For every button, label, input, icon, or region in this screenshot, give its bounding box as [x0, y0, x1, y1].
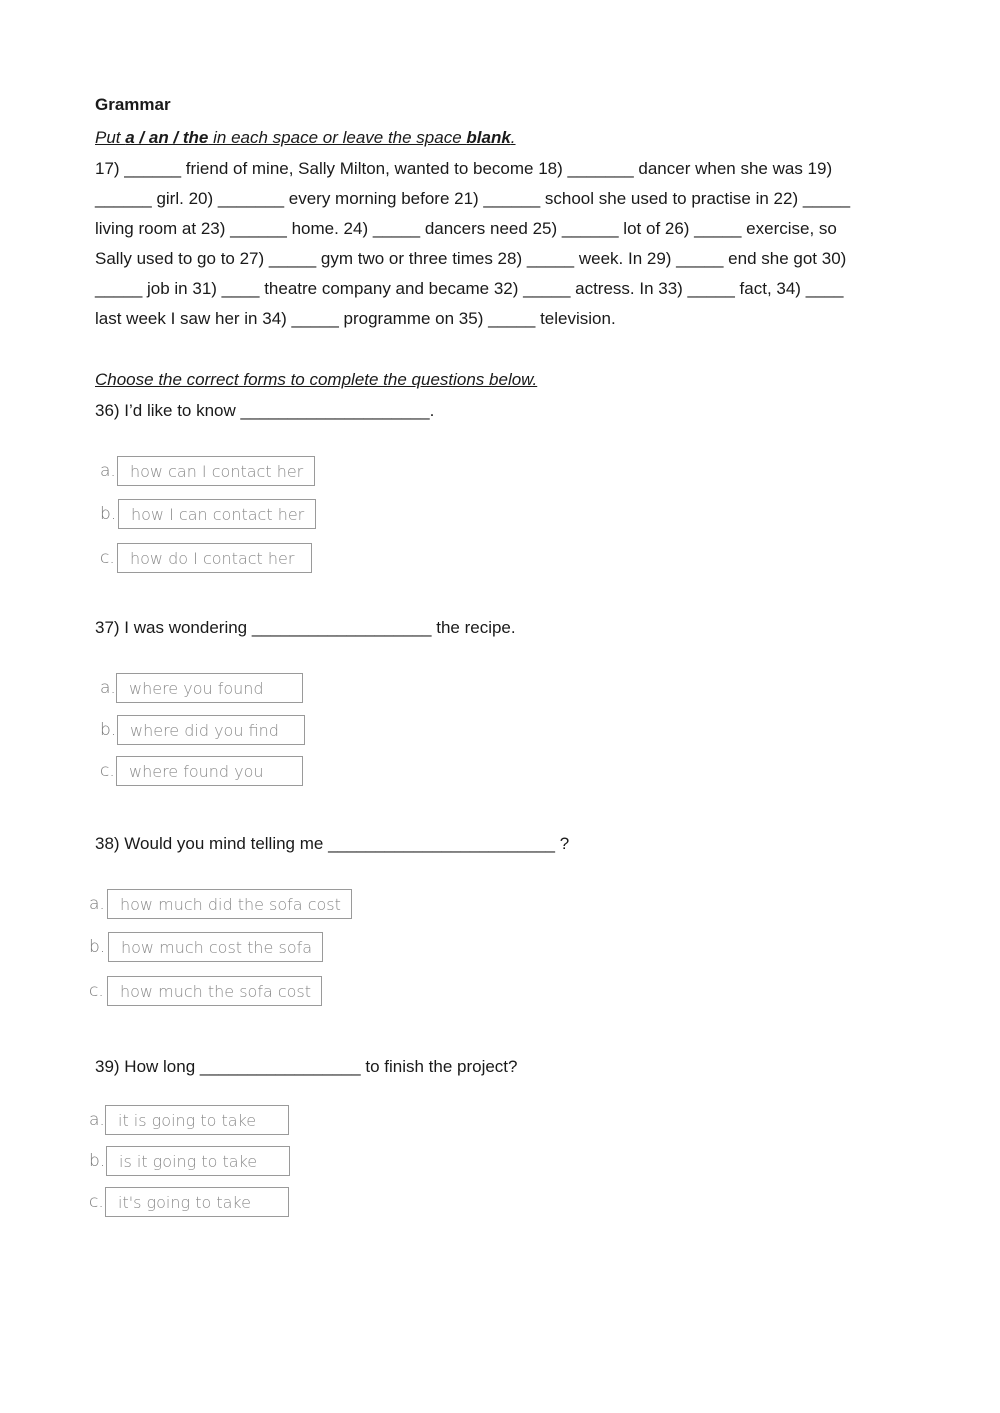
questions-instruction: Choose the correct forms to complete the questions below. — [95, 370, 538, 389]
option-box[interactable]: how I can contact her — [118, 499, 316, 529]
paragraph-line: last week I saw her in 34) _____ programme on 35) _____ television. — [95, 309, 616, 328]
option-box[interactable]: is it going to take — [106, 1146, 290, 1176]
instruction-text: Put — [95, 128, 126, 147]
option-box[interactable]: it is going to take — [105, 1105, 289, 1135]
instruction-articles: a / an / the — [125, 128, 209, 147]
option-letter: b. — [89, 937, 106, 957]
option-letter: b. — [100, 504, 117, 524]
option-box[interactable]: how much cost the sofa — [108, 932, 323, 962]
option-box[interactable]: where you found — [116, 673, 303, 703]
articles-paragraph — [95, 159, 915, 339]
instruction-text: in each space or leave the space — [208, 128, 467, 147]
option-box[interactable]: how much the sofa cost — [107, 976, 322, 1006]
option-letter: a. — [100, 461, 116, 481]
paragraph-line: _____ job in 31) ____ theatre company and became 32) _____ actress. In 33) _____ fact, 34) ____ — [95, 279, 844, 298]
instruction-blank: blank — [466, 128, 511, 147]
option-box[interactable]: how do I contact her — [117, 543, 312, 573]
option-letter: a. — [89, 1110, 105, 1130]
option-box[interactable]: where did you find — [117, 715, 305, 745]
instruction-text: . — [510, 128, 516, 147]
articles-instruction — [95, 128, 516, 148]
paragraph-line: Sally used to go to 27) _____ gym two or three times 28) _____ week. In 29) _____ end she got 30) — [95, 249, 847, 268]
paragraph-line: ______ girl. 20) _______ every morning before 21) ______ school she used to practise in 22) _____ — [95, 189, 851, 208]
question-39: 39) How long _________________ to finish the project? — [95, 1057, 518, 1076]
option-box[interactable]: it's going to take — [105, 1187, 289, 1217]
option-box[interactable]: where found you — [116, 756, 303, 786]
option-box[interactable]: how can I contact her — [117, 456, 315, 486]
option-box[interactable]: how much did the sofa cost — [107, 889, 352, 919]
option-letter: b. — [89, 1151, 106, 1171]
option-letter: b. — [100, 720, 117, 740]
question-37: 37) I was wondering ___________________ the recipe. — [95, 618, 516, 637]
option-letter: a. — [89, 894, 105, 914]
question-38: 38) Would you mind telling me ________________________ ? — [95, 834, 570, 853]
option-letter: c. — [89, 981, 104, 1001]
option-letter: c. — [89, 1192, 104, 1212]
option-letter: c. — [100, 548, 115, 568]
option-letter: a. — [100, 678, 116, 698]
paragraph-line: living room at 23) ______ home. 24) _____ dancers need 25) ______ lot of 26) _____ exercise, so — [95, 219, 837, 238]
option-letter: c. — [100, 761, 115, 781]
page-heading: Grammar — [95, 95, 171, 114]
paragraph-line: 17) ______ friend of mine, Sally Milton, wanted to become 18) _______ dancer when she was 19) — [95, 159, 833, 178]
question-36: 36) I’d like to know ____________________. — [95, 401, 435, 420]
